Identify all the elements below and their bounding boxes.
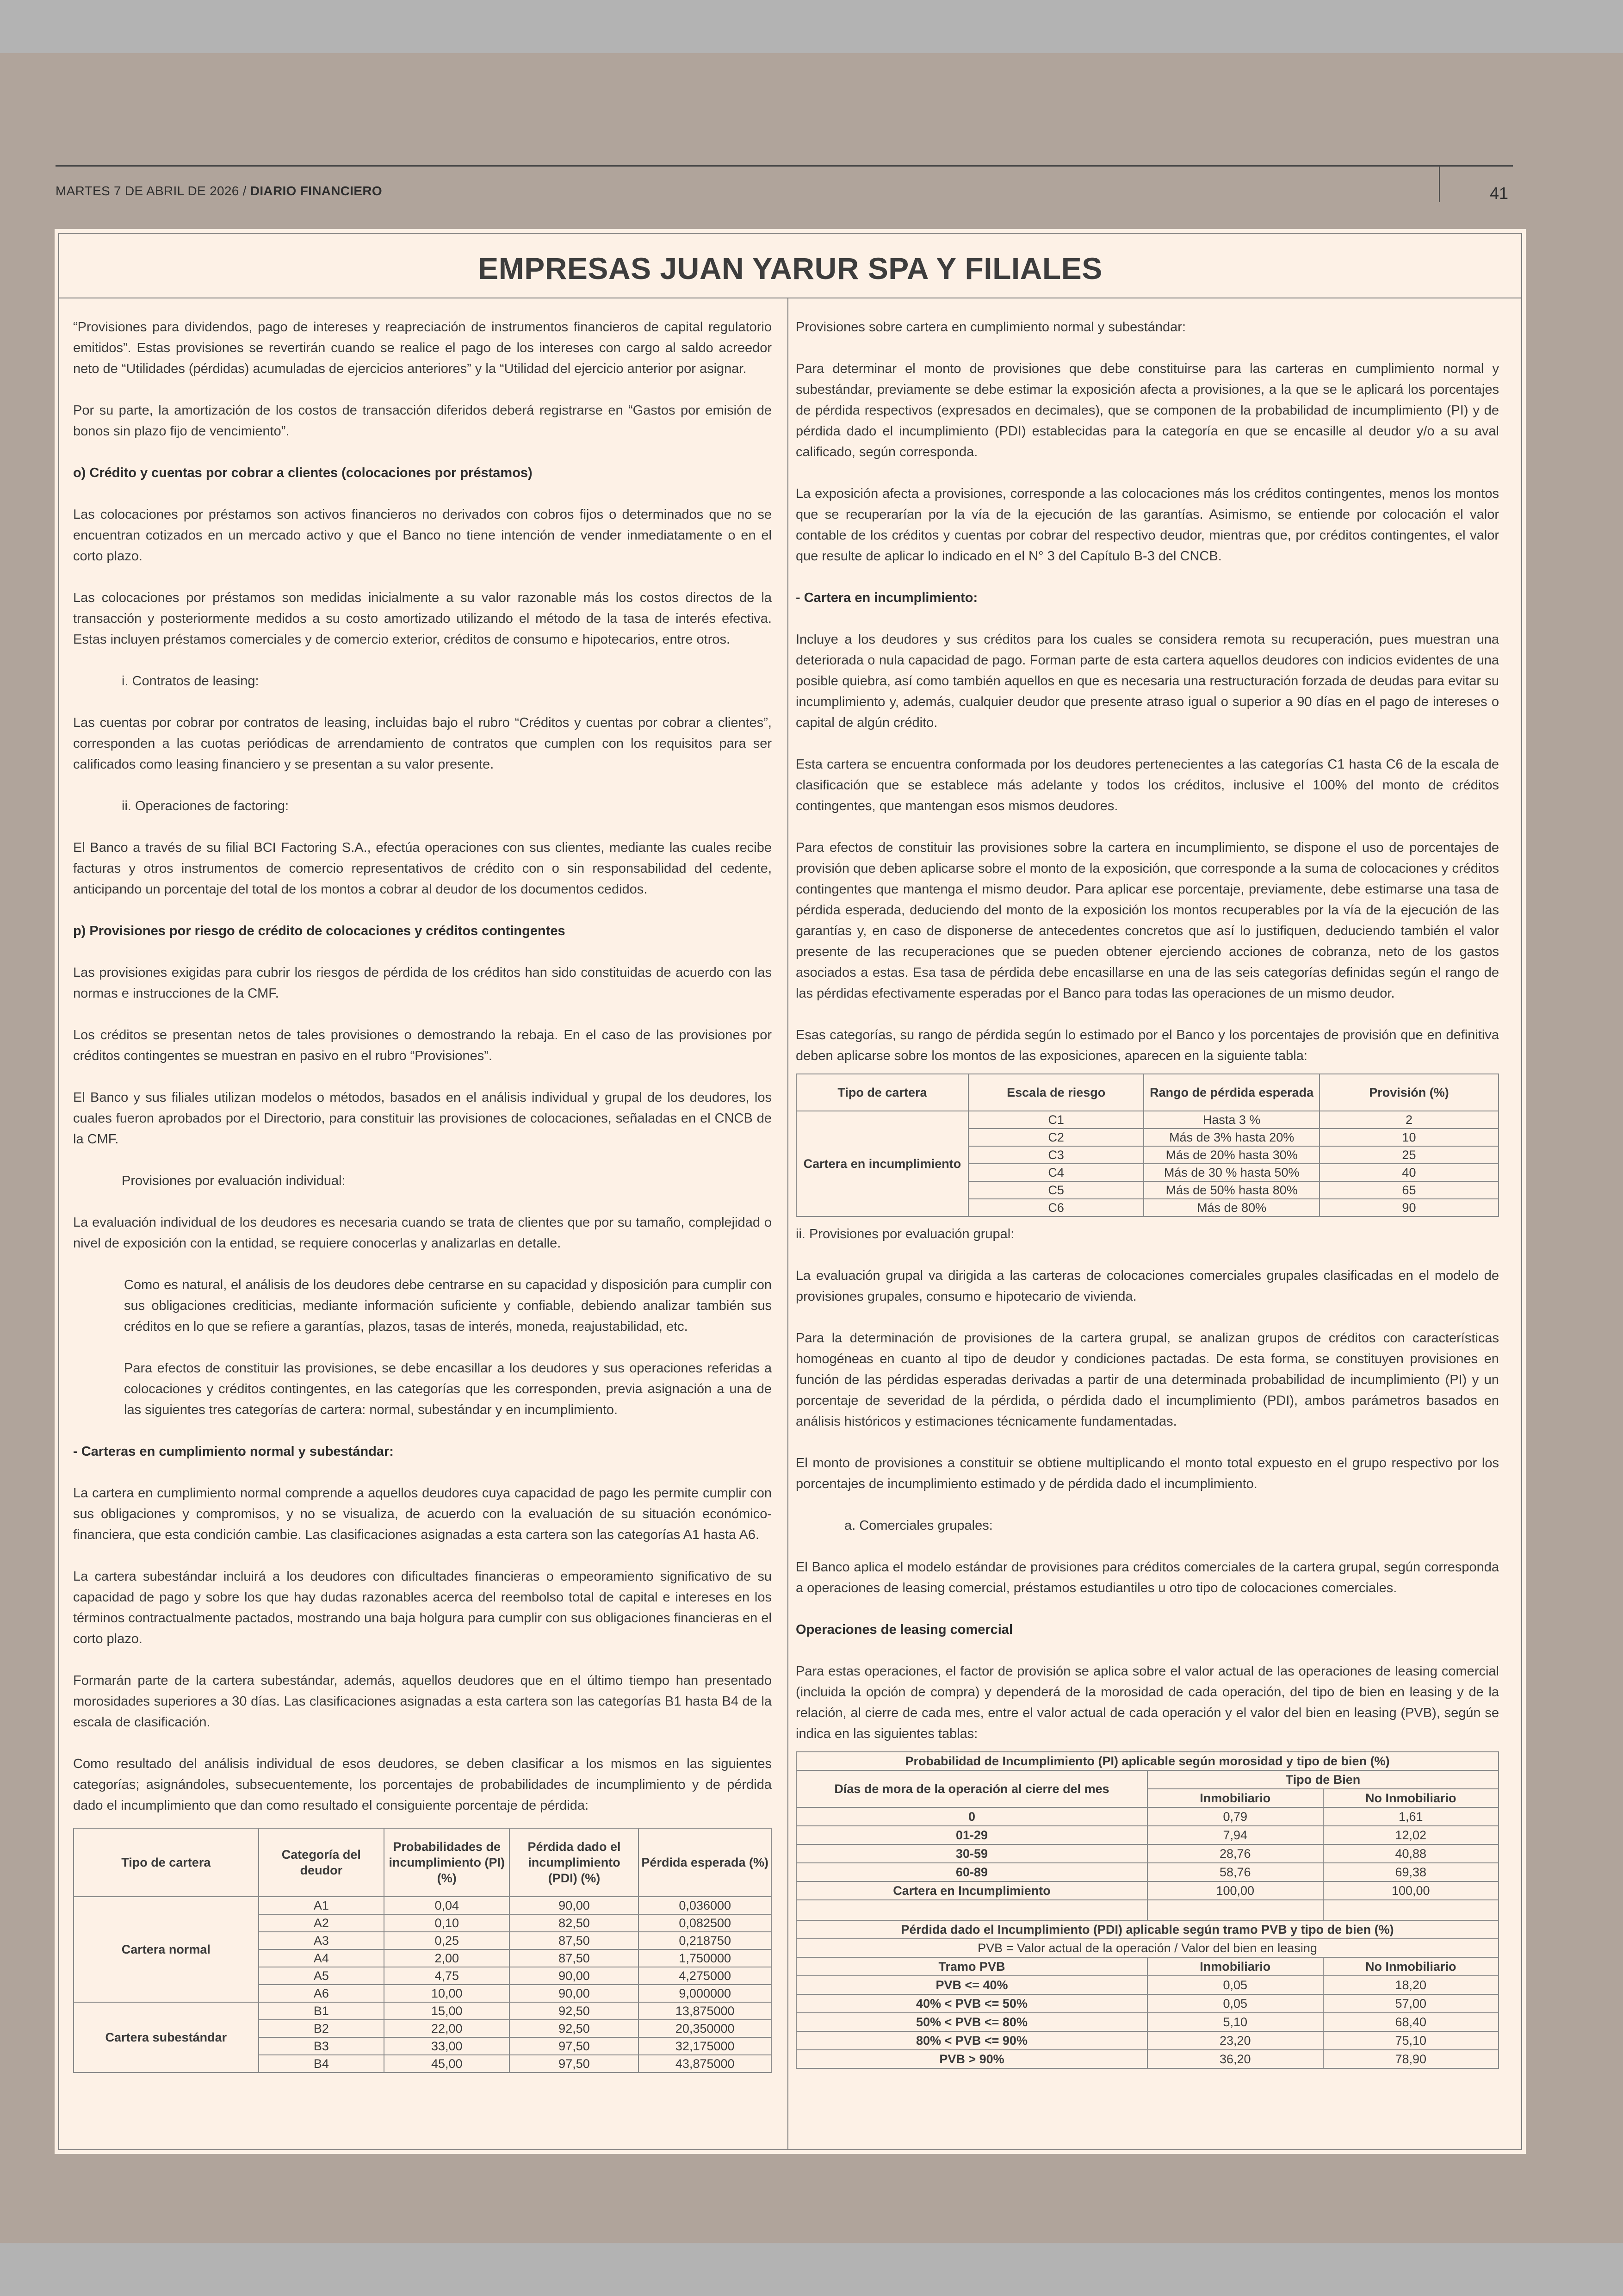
table-cell: 1,61 <box>1323 1807 1499 1826</box>
table-cell: A4 <box>259 1949 384 1967</box>
paragraph: El Banco a través de su filial BCI Factoring S.A., efectúa operaciones con sus clientes, mediante las cuales recibe facturas y otros instrumentos de comercio representativos de crédito con o sin responsabilidad del cedente, anticipando un porcentaje del total de los montos a cobrar al deudor de los documentos cedidos. <box>73 840 772 897</box>
table-header: Pérdida esperada (%) <box>638 1828 771 1897</box>
page-number: 41 <box>1490 184 1509 203</box>
paragraph: Para efectos de constituir las provisiones sobre la cartera en incumplimiento, se dispone el uso de porcentajes de provisión que deben aplicarse sobre el monto de la exposición, que corresponde a la suma de colocaciones y créditos contingentes que mantenga el mismo deudor. Para aplicar ese porcentaje, previamente, debe estimarse una tasa de pérdida esperada, deduciendo del monto de la exposición los montos recuperables por la vía de la ejecución de las garantías y, en caso de disponerse de antecedentes concretos que así lo justifiquen, deduciendo también el valor presente de las recuperaciones que se pueden obtener ejerciendo acciones de cobranza, neto de los gastos asociados a estas. Esa tasa de pérdida debe encasillarse en una de las seis categorías definidas según el rango de las pérdidas efectivamente esperadas por el Banco para todas las operaciones de un mismo deudor. <box>796 840 1499 1001</box>
masthead-date <box>56 184 382 199</box>
table-cell: A6 <box>259 1985 384 2002</box>
table-cell: Más de 30 % hasta 50% <box>1144 1164 1319 1181</box>
table-header-row <box>796 1957 1499 1976</box>
table-cell: Más de 3% hasta 20% <box>1144 1129 1319 1146</box>
paragraph: Como es natural, el análisis de los deudores debe centrarse en su capacidad y disposición para cumplir con sus obligaciones crediticias, mediante información suficiente y confiable, debiendo analizar también sus créditos en lo que se refiere a garantías, plazos, tasas de interés, moneda, reajustabilidad, etc. <box>124 1278 772 1334</box>
paragraph: Las colocaciones por préstamos son medidas inicialmente a su valor razonable más los costos directos de la transacción y posteriormente medidos a su costo amortizado utilizando el método de la tasa de interés efectiva. Estas incluyen préstamos comerciales y de comercio exterior, créditos de consumo e hipotecarios, entre otros. <box>73 590 772 647</box>
portfolio-group-cell: Cartera en incumplimiento <box>796 1111 968 1216</box>
table-cell: 68,40 <box>1323 2013 1499 2031</box>
table-cell: 82,50 <box>509 1914 638 1932</box>
table-caption-row <box>796 1920 1499 1939</box>
table-cell: 0,04 <box>384 1897 509 1914</box>
table-cell: 0,79 <box>1147 1807 1323 1826</box>
masthead-rule <box>56 165 1513 167</box>
table-cell: 97,50 <box>509 2055 638 2073</box>
table-row <box>796 1111 1499 1129</box>
table-cell: 01-29 <box>796 1826 1147 1844</box>
paragraph: Para estas operaciones, el factor de provisión se aplica sobre el valor actual de las operaciones de leasing comercial (incluida la opción de compra) y dependerá de la morosidad de cada operación, del tipo de bien en leasing y de la relación, al cierre de cada mes, entre el valor actual de cada operación y el valor del bien en leasing (PVB), según se indica en las siguientes tablas: <box>796 1664 1499 1741</box>
table-cell: B3 <box>259 2037 384 2055</box>
table-header: No Inmobiliario <box>1323 1789 1499 1807</box>
table-cell: C5 <box>968 1181 1144 1199</box>
paragraph: Los créditos se presentan netos de tales provisiones o demostrando la rebaja. En el caso de las provisiones por créditos contingentes se muestran en pasivo en el rubro “Provisiones”. <box>73 1028 772 1063</box>
table-cell: 50% < PVB <= 80% <box>796 2013 1147 2031</box>
table-cell: 7,94 <box>1147 1826 1323 1844</box>
table-cell: 33,00 <box>384 2037 509 2055</box>
subheading: ii. Operaciones de factoring: <box>122 799 289 813</box>
table-cell: 65 <box>1319 1181 1499 1199</box>
table-row <box>74 1897 771 1914</box>
table-row <box>796 1881 1499 1900</box>
issue-date: MARTES 7 DE ABRIL DE 2026 / <box>56 184 247 198</box>
table-header: Pérdida dado el incumplimiento (PDI) (%) <box>509 1828 638 1897</box>
table-cell: 100,00 <box>1147 1881 1323 1900</box>
table-cell: 69,38 <box>1323 1863 1499 1881</box>
pdi-table-caption: Pérdida dado el Incumplimiento (PDI) aplicable según tramo PVB y tipo de bien (%) <box>796 1920 1499 1939</box>
table-row <box>796 1994 1499 2013</box>
loss-category-table <box>73 1828 772 2073</box>
subheading: a. Comerciales grupales: <box>844 1518 993 1533</box>
masthead <box>56 165 1513 202</box>
table-spacer-row <box>796 1900 1499 1920</box>
financial-statement-insert <box>55 229 1526 2154</box>
subheading: i. Contratos de leasing: <box>122 674 259 689</box>
subheading: Provisiones por evaluación individual: <box>122 1173 346 1188</box>
table-cell: 28,76 <box>1147 1844 1323 1863</box>
table-cell: 0,218750 <box>638 1932 771 1949</box>
table-cell: 2,00 <box>384 1949 509 1967</box>
table-cell: Más de 80% <box>1144 1199 1319 1216</box>
table-cell: 92,50 <box>509 2020 638 2037</box>
table-cell: 12,02 <box>1323 1826 1499 1844</box>
paragraph: Esta cartera se encuentra conformada por los deudores pertenecientes a las categorías C1 hasta C6 de la escala de clasificación que se establece más adelante y todos los créditos, inclusive el 100% del monto de créditos contingentes, que mantengan esos mismos deudores. <box>796 757 1499 813</box>
section-heading: p) Provisiones por riesgo de crédito de colocaciones y créditos contingentes <box>73 924 565 938</box>
paragraph: Por su parte, la amortización de los costos de transacción diferidos deberá registrarse en “Gastos por emisión de bonos sin plazo fijo de vencimiento”. <box>73 403 772 439</box>
right-column <box>796 317 1499 2069</box>
pdi-table-note: PVB = Valor actual de la operación / Valor del bien en leasing <box>796 1939 1499 1957</box>
table-cell: 22,00 <box>384 2020 509 2037</box>
table-cell: 10,00 <box>384 1985 509 2002</box>
table-cell: 78,90 <box>1323 2050 1499 2068</box>
table-header: No Inmobiliario <box>1323 1957 1499 1976</box>
table-row <box>796 1807 1499 1826</box>
paragraph: La cartera en cumplimiento normal comprende a aquellos deudores cuya capacidad de pago les permite cumplir con sus obligaciones y compromisos, y no se visualiza, de acuerdo con la evaluación de su situación económico-financiera, que esta condición cambie. Las clasificaciones asignadas a esta cartera son las categorías A1 hasta A6. <box>73 1486 772 1542</box>
table-cell: 1,750000 <box>638 1949 771 1967</box>
table-cell: 5,10 <box>1147 2013 1323 2031</box>
table-cell: 100,00 <box>1323 1881 1499 1900</box>
section-heading: - Carteras en cumplimiento normal y subestándar: <box>73 1444 394 1459</box>
table-note-row <box>796 1939 1499 1957</box>
table-header: Probabilidades de incumplimiento (PI) (%) <box>384 1828 509 1897</box>
table-cell: B2 <box>259 2020 384 2037</box>
table-cell: 30-59 <box>796 1844 1147 1863</box>
table-cell: C6 <box>968 1199 1144 1216</box>
table-cell: 13,875000 <box>638 2002 771 2020</box>
table-cell: Cartera en Incumplimiento <box>796 1881 1147 1900</box>
paragraph: El Banco aplica el modelo estándar de provisiones para créditos comerciales de la cartera grupal, según corresponda a operaciones de leasing comercial, préstamos estudiantiles u otro tipo de colocaciones comerciales. <box>796 1560 1499 1595</box>
table-header: Escala de riesgo <box>968 1074 1144 1111</box>
company-title: EMPRESAS JUAN YARUR SPA Y FILIALES <box>59 234 1521 298</box>
table-cell: 4,75 <box>384 1967 509 1985</box>
default-portfolio-table <box>796 1074 1499 1217</box>
table-cell: 32,175000 <box>638 2037 771 2055</box>
table-cell: 87,50 <box>509 1949 638 1967</box>
table-cell: Más de 20% hasta 30% <box>1144 1146 1319 1164</box>
table-cell: 60-89 <box>796 1863 1147 1881</box>
paragraph: El Banco y sus filiales utilizan modelos o métodos, basados en el análisis individual y grupal de los deudores, los cuales fueron aprobados por el Directorio, para constituir las provisiones de colocaciones, señaladas en el CNCB de la CMF. <box>73 1090 772 1147</box>
table-cell: A5 <box>259 1967 384 1985</box>
table-header-row <box>796 1074 1499 1111</box>
newspaper-name: DIARIO FINANCIERO <box>250 184 382 198</box>
table-cell: B1 <box>259 2002 384 2020</box>
paragraph: Para determinar el monto de provisiones que debe constituirse para las carteras en cumplimiento normal y subestándar, previamente se debe estimar la exposición afecta a provisiones, a la que se le aplicará los porcentajes de pérdida respectivos (expresados en decimales), que se componen de la probabilidad de incumplimiento (PI) y de pérdida dado el incumplimiento (PDI) establecidas para la categoría en que se encasille al deudor y/o a su aval calificado, según corresponda. <box>796 361 1499 459</box>
table-cell: C2 <box>968 1129 1144 1146</box>
table-cell: 2 <box>1319 1111 1499 1129</box>
table-cell: Hasta 3 % <box>1144 1111 1319 1129</box>
table-cell: 15,00 <box>384 2002 509 2020</box>
paragraph: Como resultado del análisis individual de esos deudores, se deben clasificar a los mismos en las siguientes categorías; asignándoles, subsecuentemente, los porcentajes de probabilidades de incumplimiento y de pérdida dado el incumplimiento que dan como resultado el consiguiente porcentaje de pérdida: <box>73 1756 772 1813</box>
paragraph: Esas categorías, su rango de pérdida según lo estimado por el Banco y los porcentajes de provisión que en definitiva deben aplicarse sobre los montos de las exposiciones, aparecen en la siguiente tabla: <box>796 1028 1499 1063</box>
table-cell: A3 <box>259 1932 384 1949</box>
table-header: Inmobiliario <box>1147 1789 1323 1807</box>
pi-pdi-table <box>796 1751 1499 2069</box>
table-header-row <box>74 1828 771 1897</box>
insert-frame <box>58 233 1522 2150</box>
paragraph: La evaluación individual de los deudores es necesaria cuando se trata de clientes que por su tamaño, complejidad o nivel de exposición con la entidad, se requiere conocerlas y analizarlas en detalle. <box>73 1215 772 1251</box>
table-cell: 90,00 <box>509 1897 638 1914</box>
table-cell: PVB > 90% <box>796 2050 1147 2068</box>
table-cell: A1 <box>259 1897 384 1914</box>
table-cell: 40 <box>1319 1164 1499 1181</box>
table-cell: 57,00 <box>1323 1994 1499 2013</box>
table-cell: 40% < PVB <= 50% <box>796 1994 1147 2013</box>
table-header: Rango de pérdida esperada <box>1144 1074 1319 1111</box>
table-row <box>796 2031 1499 2050</box>
table-cell: 9,000000 <box>638 1985 771 2002</box>
table-header: Tipo de cartera <box>796 1074 968 1111</box>
pi-table-caption: Probabilidad de Incumplimiento (PI) aplicable según morosidad y tipo de bien (%) <box>796 1752 1499 1770</box>
paragraph: Para efectos de constituir las provisiones, se debe encasillar a los deudores y sus operaciones referidas a colocaciones y créditos contingentes, en las categorías que les corresponden, previa asignación a una de las siguientes tres categorías de cartera: normal, subestándar y en incumplimiento. <box>124 1361 772 1417</box>
table-cell: C1 <box>968 1111 1144 1129</box>
table-cell: 36,20 <box>1147 2050 1323 2068</box>
paragraph: La cartera subestándar incluirá a los deudores con dificultades financieras o empeoramiento significativo de su capacidad de pago y sobre los que hay dudas razonables acerca del reembolso total de capital e intereses en los términos contractualmente pactados, mostrando una baja holgura para cumplir con sus obligaciones financieras en el corto plazo. <box>73 1569 772 1646</box>
paragraph: Provisiones sobre cartera en cumplimiento normal y subestándar: <box>796 320 1186 335</box>
table-cell: 0 <box>796 1807 1147 1826</box>
table-cell: A2 <box>259 1914 384 1932</box>
table-cell: 10 <box>1319 1129 1499 1146</box>
paragraph: Incluye a los deudores y sus créditos para los cuales se considera remota su recuperación, pues muestran una deteriorada o nula capacidad de pago. Forman parte de esta cartera aquellos deudores con indicios evidentes de una posible quiebra, así como también aquellos en que es necesaria una restructuración forzada de deudas para evitar su incumplimiento y, además, cualquier deudor que presente atraso igual o superior a 90 días en el pago de intereses o capital de algún crédito. <box>796 632 1499 730</box>
table-cell: B4 <box>259 2055 384 2073</box>
table-cell: 40,88 <box>1323 1844 1499 1863</box>
table-row <box>796 1976 1499 1994</box>
section-heading: Operaciones de leasing comercial <box>796 1622 1013 1637</box>
table-header-row <box>796 1770 1499 1789</box>
table-cell: 90 <box>1319 1199 1499 1216</box>
left-column <box>73 317 772 2073</box>
table-header: Provisión (%) <box>1319 1074 1499 1111</box>
table-cell: C4 <box>968 1164 1144 1181</box>
table-cell: PVB <= 40% <box>796 1976 1147 1994</box>
paragraph: El monto de provisiones a constituir se obtiene multiplicando el monto total expuesto en el grupo respectivo por los porcentajes de incumplimiento estimado y de pérdida dado el incumplimiento. <box>796 1456 1499 1491</box>
table-cell: 45,00 <box>384 2055 509 2073</box>
paragraph: “Provisiones para dividendos, pago de intereses y reapreciación de instrumentos financieros de capital regulatorio emitidos”. Estas provisiones se revertirán cuando se realice el pago de los intereses con cargo al saldo acreedor neto de “Utilidades (pérdidas) acumuladas de ejercicios anteriores” y la “Utilidad del ejercicio anterior por asignar. <box>73 320 772 376</box>
table-cell: 4,275000 <box>638 1967 771 1985</box>
portfolio-group-cell: Cartera normal <box>74 1897 259 2002</box>
portfolio-group-cell: Cartera subestándar <box>74 2002 259 2073</box>
table-caption-row <box>796 1752 1499 1770</box>
table-cell: 0,082500 <box>638 1914 771 1932</box>
table-cell: 58,76 <box>1147 1863 1323 1881</box>
table-cell: C3 <box>968 1146 1144 1164</box>
paragraph: Las provisiones exigidas para cubrir los riesgos de pérdida de los créditos han sido constituidas de acuerdo con las normas e instrucciones de la CMF. <box>73 965 772 1001</box>
paragraph: Para la determinación de provisiones de la cartera grupal, se analizan grupos de créditos con características homogéneas en cuanto al tipo de deudor y condiciones pactadas. De esta forma, se constituyen provisiones en función de las pérdidas esperadas derivadas a partir de una determinada probabilidad de incumplimiento (PI) y un porcentaje de severidad de la pérdida, o pérdida dado el incumplimiento (PDI), ambos parámetros basados en análisis históricos y estimaciones técnicamente fundamentadas. <box>796 1331 1499 1429</box>
table-cell: 23,20 <box>1147 2031 1323 2050</box>
table-cell: 25 <box>1319 1146 1499 1164</box>
table-cell: 92,50 <box>509 2002 638 2020</box>
table-header: Inmobiliario <box>1147 1957 1323 1976</box>
table-cell: 97,50 <box>509 2037 638 2055</box>
table-header: Tramo PVB <box>796 1957 1147 1976</box>
table-cell: Más de 50% hasta 80% <box>1144 1181 1319 1199</box>
table-header: Tipo de Bien <box>1147 1770 1499 1789</box>
table-row <box>74 2002 771 2020</box>
table-row <box>796 1863 1499 1881</box>
table-cell: 20,350000 <box>638 2020 771 2037</box>
table-cell: 90,00 <box>509 1985 638 2002</box>
table-cell: 80% < PVB <= 90% <box>796 2031 1147 2050</box>
table-cell: 0,25 <box>384 1932 509 1949</box>
table-cell: 18,20 <box>1323 1976 1499 1994</box>
section-heading: o) Crédito y cuentas por cobrar a clientes (colocaciones por préstamos) <box>73 465 533 480</box>
newspaper-page <box>0 53 1623 2243</box>
table-row <box>796 1844 1499 1863</box>
masthead-divider <box>1439 165 1440 202</box>
subheading: ii. Provisiones por evaluación grupal: <box>796 1227 1015 1241</box>
paragraph: Las cuentas por cobrar por contratos de leasing, incluidas bajo el rubro “Créditos y cuentas por cobrar a clientes”, corresponden a las cuotas periódicas de arrendamiento de contratos que cumplen con los requisitos para ser calificados como leasing financiero y se presentan a su valor presente. <box>73 715 772 772</box>
section-heading: - Cartera en incumplimiento: <box>796 590 978 605</box>
table-cell: 0,05 <box>1147 1994 1323 2013</box>
paragraph: Formarán parte de la cartera subestándar, además, aquellos deudores que en el último tiempo han presentado morosidades superiores a 30 días. Las clasificaciones asignadas a esta cartera son las categorías B1 hasta B4 de la escala de clasificación. <box>73 1673 772 1730</box>
paragraph: La exposición afecta a provisiones, corresponde a las colocaciones más los créditos contingentes, menos los montos que se recuperarían por la vía de la ejecución de las garantías. Asimismo, se entiende por colocación el valor contable de los créditos y cuentas por cobrar del respectivo deudor, mientras que, por créditos contingentes, el valor que resulte de aplicar lo indicado en el N° 3 del Capítulo B-3 del CNCB. <box>796 486 1499 564</box>
table-header: Tipo de cartera <box>74 1828 259 1897</box>
column-divider <box>787 298 788 2149</box>
table-row <box>796 2050 1499 2068</box>
table-header: Categoría del deudor <box>259 1828 384 1897</box>
paragraph: La evaluación grupal va dirigida a las carteras de colocaciones comerciales grupales clasificadas en el modelo de provisiones grupales, consumo e hipotecario de vivienda. <box>796 1268 1499 1304</box>
table-row <box>796 1826 1499 1844</box>
table-cell: 90,00 <box>509 1967 638 1985</box>
table-cell: 0,036000 <box>638 1897 771 1914</box>
paragraph: Las colocaciones por préstamos son activos financieros no derivados con cobros fijos o determinados que no se encuentran cotizados en un mercado activo y que el Banco no tiene intención de vender inmediatamente o en el corto plazo. <box>73 507 772 564</box>
table-cell: 0,10 <box>384 1914 509 1932</box>
table-row <box>796 2013 1499 2031</box>
table-cell: 87,50 <box>509 1932 638 1949</box>
table-header: Días de mora de la operación al cierre del mes <box>796 1770 1147 1807</box>
table-cell: 43,875000 <box>638 2055 771 2073</box>
table-cell: 0,05 <box>1147 1976 1323 1994</box>
table-cell: 75,10 <box>1323 2031 1499 2050</box>
